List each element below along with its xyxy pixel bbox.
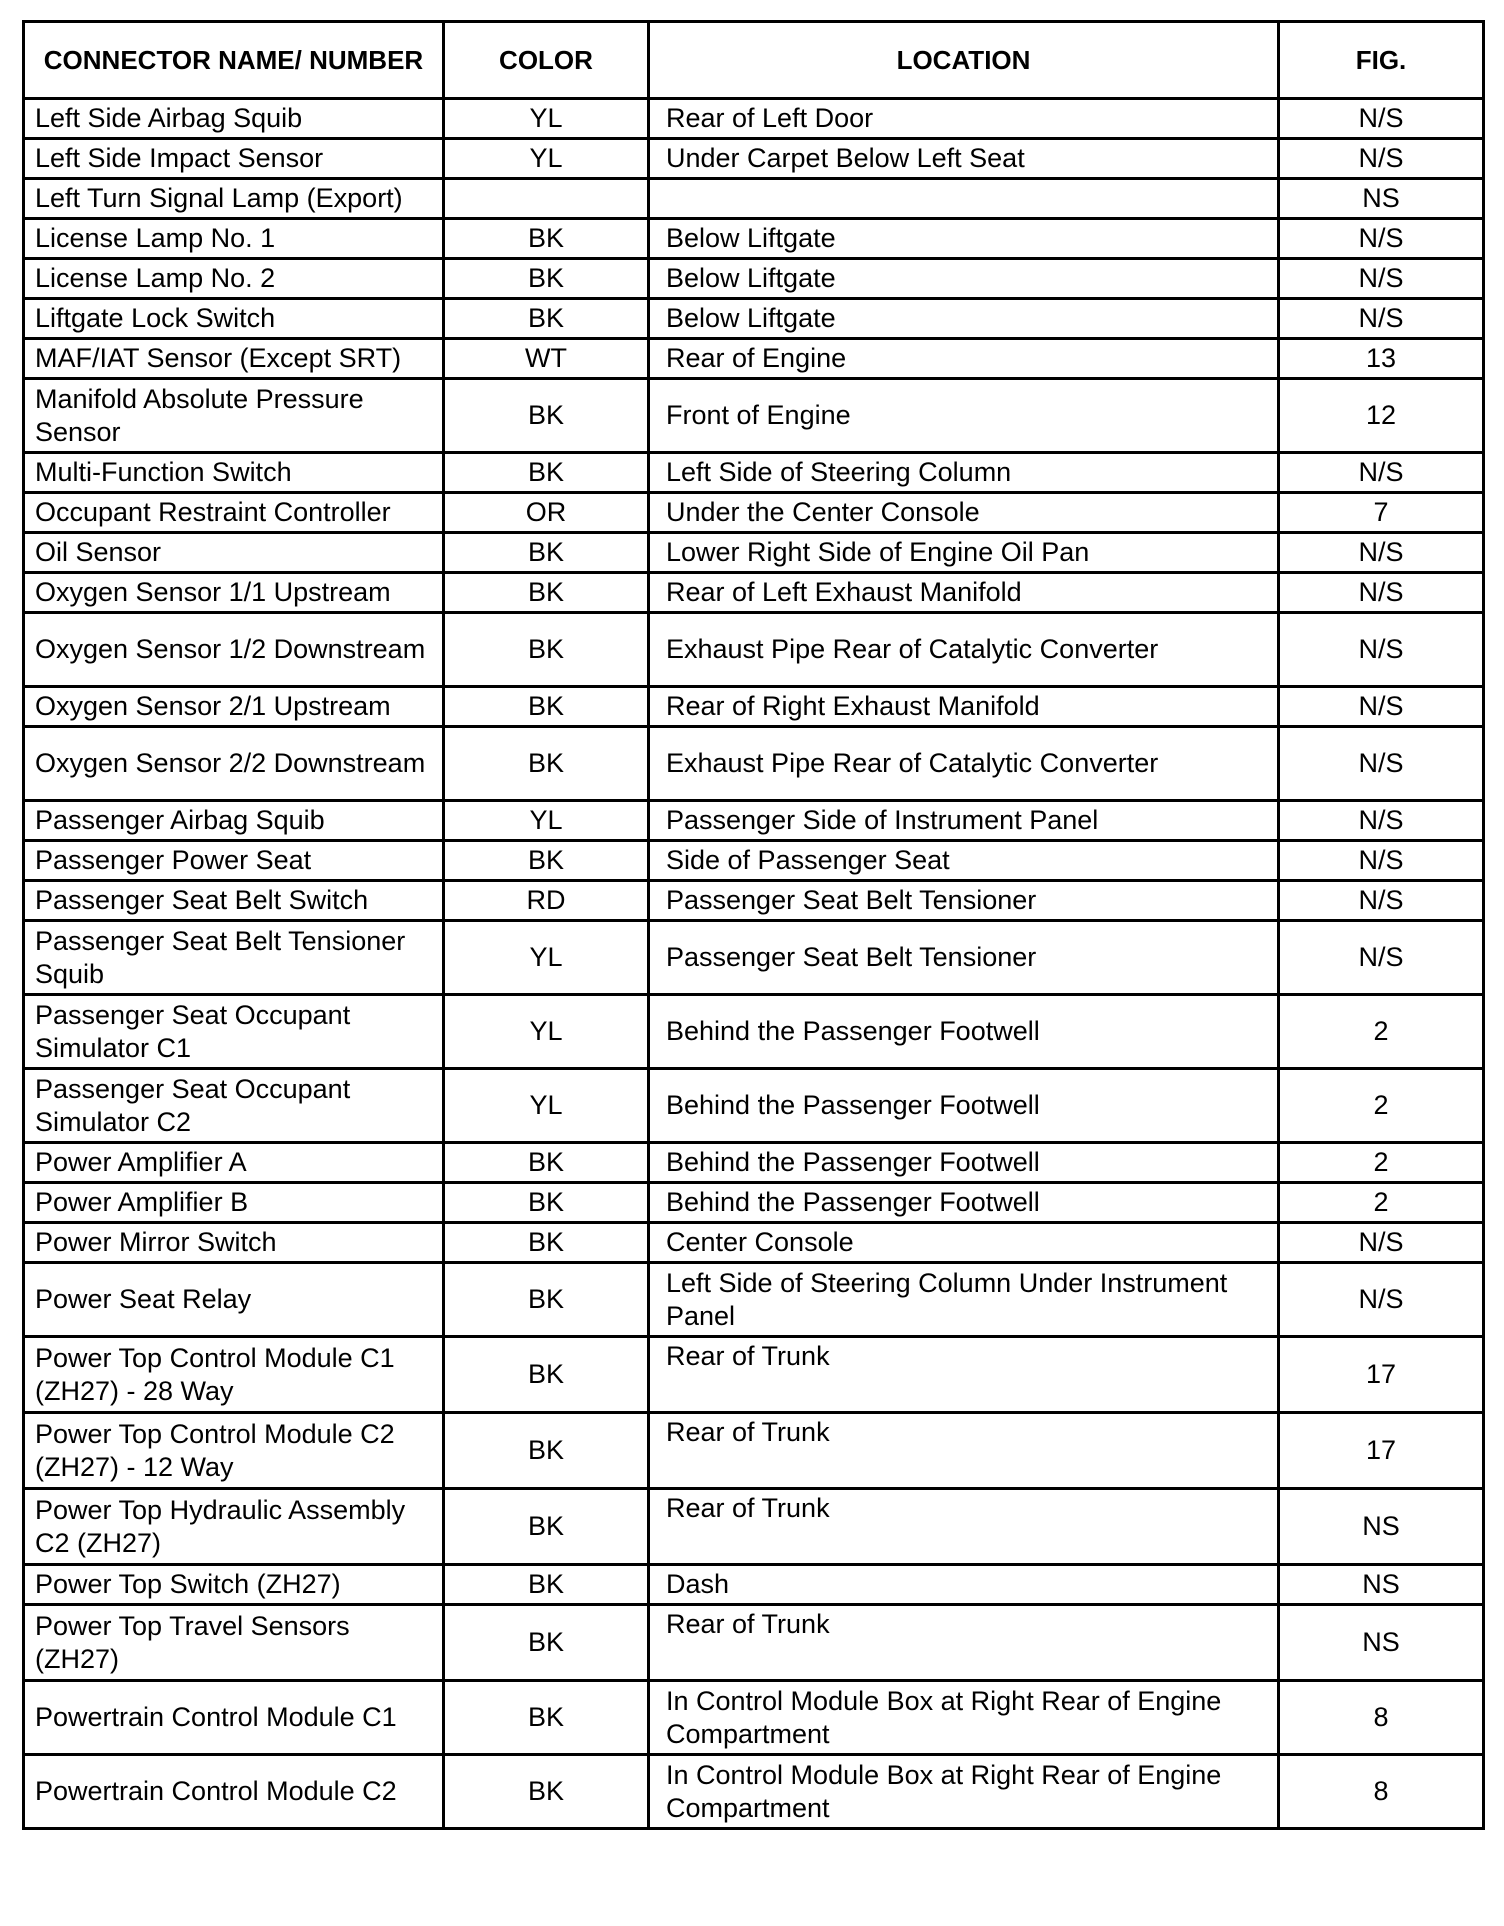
color-cell: BK: [444, 1565, 649, 1605]
fig-cell: N/S: [1279, 841, 1484, 881]
color-cell: BK: [444, 533, 649, 573]
connector-name-cell: Passenger Airbag Squib: [24, 801, 444, 841]
fig-cell: N/S: [1279, 453, 1484, 493]
location-cell: Rear of Trunk: [649, 1337, 1279, 1413]
location-cell: Center Console: [649, 1223, 1279, 1263]
fig-cell: 2: [1279, 1183, 1484, 1223]
fig-cell: 12: [1279, 379, 1484, 453]
fig-cell: N/S: [1279, 259, 1484, 299]
location-cell: Rear of Trunk: [649, 1605, 1279, 1681]
table-row: [24, 1223, 1484, 1263]
location-cell: Rear of Left Door: [649, 99, 1279, 139]
table-row: [24, 1605, 1484, 1681]
connector-name-cell: Liftgate Lock Switch: [24, 299, 444, 339]
fig-cell: 7: [1279, 493, 1484, 533]
location-cell: Below Liftgate: [649, 219, 1279, 259]
table-row: [24, 219, 1484, 259]
table-row: [24, 179, 1484, 219]
table-row: [24, 573, 1484, 613]
table-row: [24, 493, 1484, 533]
color-cell: [444, 179, 649, 219]
color-cell: BK: [444, 1755, 649, 1829]
table-row: [24, 453, 1484, 493]
table-row: [24, 801, 1484, 841]
location-cell: Passenger Side of Instrument Panel: [649, 801, 1279, 841]
color-cell: BK: [444, 1337, 649, 1413]
fig-cell: N/S: [1279, 219, 1484, 259]
fig-cell: N/S: [1279, 299, 1484, 339]
location-cell: Behind the Passenger Footwell: [649, 1183, 1279, 1223]
location-cell: Rear of Trunk: [649, 1489, 1279, 1565]
location-cell: In Control Module Box at Right Rear of Engine Compartment: [649, 1681, 1279, 1755]
connector-name-cell: Manifold Absolute Pressure Sensor: [24, 379, 444, 453]
color-cell: BK: [444, 841, 649, 881]
header-row: [24, 22, 1484, 99]
connector-name-cell: Oxygen Sensor 2/1 Upstream: [24, 687, 444, 727]
fig-cell: N/S: [1279, 687, 1484, 727]
connector-name-cell: Left Side Impact Sensor: [24, 139, 444, 179]
location-cell: Exhaust Pipe Rear of Catalytic Converter: [649, 613, 1279, 687]
connector-name-cell: Passenger Seat Occupant Simulator C2: [24, 1069, 444, 1143]
location-cell: Front of Engine: [649, 379, 1279, 453]
fig-cell: 2: [1279, 1069, 1484, 1143]
header-color: COLOR: [444, 22, 649, 99]
connector-name-cell: License Lamp No. 2: [24, 259, 444, 299]
fig-cell: NS: [1279, 1489, 1484, 1565]
location-cell: Rear of Left Exhaust Manifold: [649, 573, 1279, 613]
location-cell: Behind the Passenger Footwell: [649, 1143, 1279, 1183]
fig-cell: N/S: [1279, 139, 1484, 179]
location-cell: [649, 179, 1279, 219]
connector-name-cell: Oxygen Sensor 2/2 Downstream: [24, 727, 444, 801]
fig-cell: N/S: [1279, 921, 1484, 995]
location-cell: Under Carpet Below Left Seat: [649, 139, 1279, 179]
connector-name-cell: Power Top Control Module C1 (ZH27) - 28 Way: [24, 1337, 444, 1413]
table-row: [24, 1755, 1484, 1829]
color-cell: BK: [444, 687, 649, 727]
location-cell: Rear of Right Exhaust Manifold: [649, 687, 1279, 727]
table-row: [24, 1183, 1484, 1223]
connector-name-cell: Oxygen Sensor 1/2 Downstream: [24, 613, 444, 687]
location-cell: Below Liftgate: [649, 259, 1279, 299]
connector-name-cell: Powertrain Control Module C2: [24, 1755, 444, 1829]
table-row: [24, 1681, 1484, 1755]
location-cell: Rear of Trunk: [649, 1413, 1279, 1489]
table-row: [24, 881, 1484, 921]
table-row: [24, 1489, 1484, 1565]
table-row: [24, 139, 1484, 179]
location-cell: In Control Module Box at Right Rear of Engine Compartment: [649, 1755, 1279, 1829]
table-row: [24, 995, 1484, 1069]
fig-cell: 2: [1279, 1143, 1484, 1183]
table-row: [24, 533, 1484, 573]
location-cell: Dash: [649, 1565, 1279, 1605]
fig-cell: N/S: [1279, 99, 1484, 139]
connector-name-cell: Left Turn Signal Lamp (Export): [24, 179, 444, 219]
color-cell: WT: [444, 339, 649, 379]
table-row: [24, 1413, 1484, 1489]
table-row: [24, 1143, 1484, 1183]
fig-cell: NS: [1279, 1565, 1484, 1605]
color-cell: YL: [444, 139, 649, 179]
location-cell: Passenger Seat Belt Tensioner: [649, 921, 1279, 995]
connector-name-cell: Passenger Seat Belt Tensioner Squib: [24, 921, 444, 995]
connector-name-cell: Oil Sensor: [24, 533, 444, 573]
color-cell: RD: [444, 881, 649, 921]
color-cell: BK: [444, 379, 649, 453]
location-cell: Exhaust Pipe Rear of Catalytic Converter: [649, 727, 1279, 801]
location-cell: Left Side of Steering Column Under Instrument Panel: [649, 1263, 1279, 1337]
location-cell: Below Liftgate: [649, 299, 1279, 339]
connector-name-cell: License Lamp No. 1: [24, 219, 444, 259]
color-cell: YL: [444, 1069, 649, 1143]
location-cell: Lower Right Side of Engine Oil Pan: [649, 533, 1279, 573]
table-row: [24, 99, 1484, 139]
header-connector-name: CONNECTOR NAME/ NUMBER: [24, 22, 444, 99]
connector-name-cell: Power Top Control Module C2 (ZH27) - 12 Way: [24, 1413, 444, 1489]
location-cell: Side of Passenger Seat: [649, 841, 1279, 881]
connector-name-cell: MAF/IAT Sensor (Except SRT): [24, 339, 444, 379]
color-cell: BK: [444, 219, 649, 259]
fig-cell: N/S: [1279, 1263, 1484, 1337]
color-cell: BK: [444, 727, 649, 801]
color-cell: BK: [444, 1605, 649, 1681]
fig-cell: 17: [1279, 1413, 1484, 1489]
fig-cell: NS: [1279, 1605, 1484, 1681]
table-row: [24, 921, 1484, 995]
location-cell: Passenger Seat Belt Tensioner: [649, 881, 1279, 921]
fig-cell: N/S: [1279, 613, 1484, 687]
header-fig: FIG.: [1279, 22, 1484, 99]
fig-cell: 13: [1279, 339, 1484, 379]
color-cell: BK: [444, 299, 649, 339]
color-cell: OR: [444, 493, 649, 533]
connector-name-cell: Power Seat Relay: [24, 1263, 444, 1337]
table-row: [24, 1337, 1484, 1413]
color-cell: BK: [444, 1223, 649, 1263]
fig-cell: 8: [1279, 1755, 1484, 1829]
table-row: [24, 1263, 1484, 1337]
color-cell: BK: [444, 613, 649, 687]
connector-name-cell: Passenger Seat Occupant Simulator C1: [24, 995, 444, 1069]
header-location: LOCATION: [649, 22, 1279, 99]
connector-name-cell: Passenger Power Seat: [24, 841, 444, 881]
connector-name-cell: Oxygen Sensor 1/1 Upstream: [24, 573, 444, 613]
fig-cell: N/S: [1279, 1223, 1484, 1263]
color-cell: YL: [444, 801, 649, 841]
fig-cell: 17: [1279, 1337, 1484, 1413]
fig-cell: 8: [1279, 1681, 1484, 1755]
fig-cell: N/S: [1279, 533, 1484, 573]
connector-name-cell: Powertrain Control Module C1: [24, 1681, 444, 1755]
connector-name-cell: Power Amplifier A: [24, 1143, 444, 1183]
color-cell: BK: [444, 1143, 649, 1183]
connector-name-cell: Passenger Seat Belt Switch: [24, 881, 444, 921]
color-cell: YL: [444, 99, 649, 139]
table-row: [24, 841, 1484, 881]
location-cell: Rear of Engine: [649, 339, 1279, 379]
location-cell: Behind the Passenger Footwell: [649, 995, 1279, 1069]
table-row: [24, 687, 1484, 727]
connector-name-cell: Power Top Hydraulic Assembly C2 (ZH27): [24, 1489, 444, 1565]
fig-cell: N/S: [1279, 881, 1484, 921]
table-row: [24, 379, 1484, 453]
location-cell: Behind the Passenger Footwell: [649, 1069, 1279, 1143]
table-row: [24, 339, 1484, 379]
color-cell: BK: [444, 259, 649, 299]
location-cell: Left Side of Steering Column: [649, 453, 1279, 493]
fig-cell: N/S: [1279, 573, 1484, 613]
connector-name-cell: Left Side Airbag Squib: [24, 99, 444, 139]
color-cell: BK: [444, 453, 649, 493]
connector-name-cell: Power Amplifier B: [24, 1183, 444, 1223]
table-row: [24, 299, 1484, 339]
color-cell: BK: [444, 1489, 649, 1565]
color-cell: BK: [444, 573, 649, 613]
connector-table: [22, 20, 1485, 1830]
location-cell: Under the Center Console: [649, 493, 1279, 533]
connector-name-cell: Power Mirror Switch: [24, 1223, 444, 1263]
fig-cell: N/S: [1279, 727, 1484, 801]
connector-name-cell: Power Top Travel Sensors (ZH27): [24, 1605, 444, 1681]
table-row: [24, 1565, 1484, 1605]
fig-cell: 2: [1279, 995, 1484, 1069]
connector-name-cell: Multi-Function Switch: [24, 453, 444, 493]
connector-name-cell: Power Top Switch (ZH27): [24, 1565, 444, 1605]
connector-name-cell: Occupant Restraint Controller: [24, 493, 444, 533]
table-row: [24, 259, 1484, 299]
table-body: [24, 99, 1484, 1829]
color-cell: BK: [444, 1681, 649, 1755]
table-row: [24, 613, 1484, 687]
table-row: [24, 727, 1484, 801]
table-row: [24, 1069, 1484, 1143]
fig-cell: N/S: [1279, 801, 1484, 841]
color-cell: BK: [444, 1183, 649, 1223]
color-cell: BK: [444, 1413, 649, 1489]
color-cell: BK: [444, 1263, 649, 1337]
color-cell: YL: [444, 995, 649, 1069]
color-cell: YL: [444, 921, 649, 995]
fig-cell: NS: [1279, 179, 1484, 219]
